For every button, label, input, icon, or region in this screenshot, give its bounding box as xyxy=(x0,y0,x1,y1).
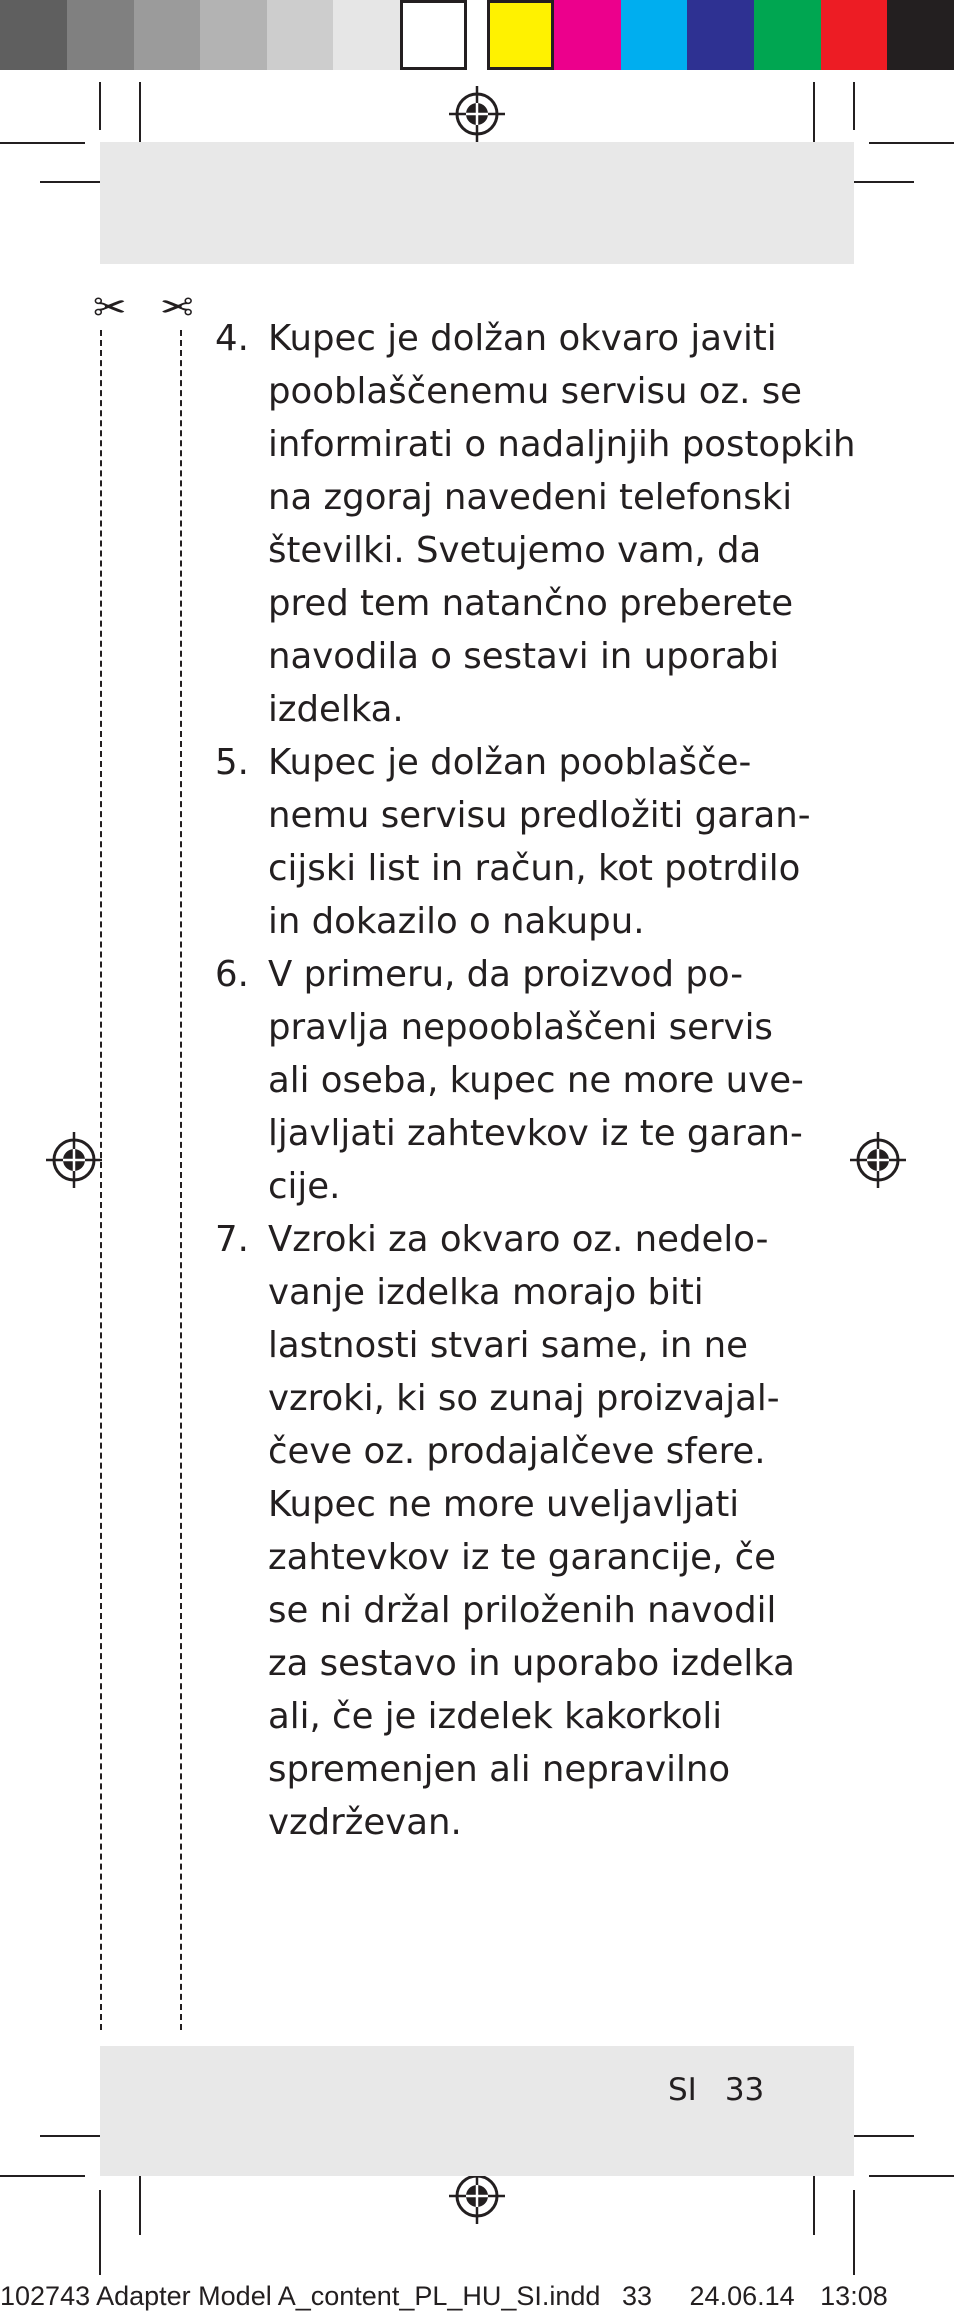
text-line: pravlja nepooblaščeni servis xyxy=(268,1007,773,1048)
crop-mark-bottom-right-h2 xyxy=(869,2175,954,2177)
page-folio xyxy=(668,2070,764,2110)
header-band xyxy=(100,142,854,264)
swatch-gray-6 xyxy=(333,0,400,70)
registration-mark-bottom-icon xyxy=(449,2168,505,2224)
text-line: spremenjen ali nepravilno xyxy=(268,1749,731,1790)
list-item-number: 5. xyxy=(215,742,249,783)
text-line: zahtevkov iz te garancije, če xyxy=(268,1537,776,1578)
text-line: navodila o sestavi in uporabi xyxy=(268,636,780,677)
registration-mark-right-icon xyxy=(850,1132,906,1188)
swatch-white xyxy=(400,0,467,70)
crop-mark-bottom-right-v2 xyxy=(853,2190,855,2275)
footer-band xyxy=(100,2046,854,2176)
text-line: lastnosti stvari same, in ne xyxy=(268,1325,748,1366)
text-line: se ni držal priloženih navodil xyxy=(268,1590,777,1631)
swatch-yellow xyxy=(487,0,554,70)
swatch-gray-1 xyxy=(0,0,67,70)
text-line: informirati o nadaljnjih postopkih xyxy=(268,424,856,465)
text-line: Kupec ne more uveljavljati xyxy=(268,1484,740,1525)
slug-page: 33 xyxy=(621,2281,653,2311)
swatch-blue xyxy=(687,0,754,70)
text-line: vzroki, ki so zunaj proizvajal- xyxy=(268,1378,780,1419)
crop-mark-top-right-h1 xyxy=(869,142,954,144)
list-item-number: 6. xyxy=(215,954,249,995)
scissors-left-icon: ✂ xyxy=(93,285,127,331)
swatch-cyan xyxy=(621,0,687,70)
warranty-conditions-list xyxy=(215,312,856,1849)
swatch-gray-2 xyxy=(67,0,134,70)
text-line: in dokazilo o nakupu. xyxy=(268,901,645,942)
text-line: za sestavo in uporabo izdelka xyxy=(268,1643,795,1684)
text-line: izdelka. xyxy=(268,689,404,730)
swatch-red xyxy=(821,0,887,70)
slug-date: 24.06.14 xyxy=(689,2281,795,2311)
print-slug xyxy=(0,2279,888,2313)
text-line: cijski list in račun, kot potrdilo xyxy=(268,848,801,889)
swatch-magenta xyxy=(554,0,621,70)
page-number: 33 xyxy=(724,2072,765,2108)
language-code: SI xyxy=(668,2072,697,2108)
list-item-number: 4. xyxy=(215,318,249,359)
swatch-gray-5 xyxy=(267,0,333,70)
swatch-gray-4 xyxy=(200,0,267,70)
swatch-black xyxy=(887,0,954,70)
crop-mark-top-right-v2 xyxy=(853,82,855,130)
slug-time: 13:08 xyxy=(820,2281,888,2311)
text-line: vanje izdelka morajo biti xyxy=(268,1272,704,1313)
list-item-text xyxy=(268,312,856,736)
swatch-gray-3 xyxy=(134,0,200,70)
list-item xyxy=(215,736,811,948)
swatch-green xyxy=(754,0,821,70)
crop-mark-bottom-left-h2 xyxy=(0,2175,85,2177)
crop-mark-top-left-h1 xyxy=(0,142,85,144)
list-item-text xyxy=(268,948,804,1213)
text-line: na zgoraj navedeni telefonski xyxy=(268,477,793,518)
text-line: Kupec je dolžan okvaro javiti xyxy=(268,318,777,359)
cut-line-left xyxy=(100,330,102,2030)
text-line: ali oseba, kupec ne more uve- xyxy=(268,1060,804,1101)
list-item-text xyxy=(268,736,811,948)
list-item xyxy=(215,1213,795,1849)
text-line: ali, če je izdelek kakorkoli xyxy=(268,1696,723,1737)
registration-mark-top-icon xyxy=(449,86,505,142)
text-line: vzdrževan. xyxy=(268,1802,462,1843)
text-line: nemu servisu predložiti garan- xyxy=(268,795,811,836)
list-item-text xyxy=(268,1213,795,1849)
text-line: številki. Svetujemo vam, da xyxy=(268,530,762,571)
text-line: V primeru, da proizvod po- xyxy=(268,954,744,995)
text-line: cije. xyxy=(268,1166,341,1207)
color-calibration-bar xyxy=(0,0,954,70)
text-line: Vzroki za okvaro oz. nedelo- xyxy=(268,1219,769,1260)
text-line: pred tem natančno preberete xyxy=(268,583,794,624)
list-item-number: 7. xyxy=(215,1219,249,1260)
list-item xyxy=(215,948,804,1213)
text-line: pooblaščenemu servisu oz. se xyxy=(268,371,803,412)
cut-line-right xyxy=(180,330,182,2030)
scissors-right-icon: ✂ xyxy=(160,285,194,331)
crop-mark-bottom-left-v1 xyxy=(99,2190,101,2275)
text-line: čeve oz. prodajalčeve sfere. xyxy=(268,1431,766,1472)
text-line: Kupec je dolžan pooblašče- xyxy=(268,742,752,783)
crop-mark-top-left-v1 xyxy=(99,82,101,130)
list-item xyxy=(215,312,856,736)
text-line: ljavljati zahtevkov iz te garan- xyxy=(268,1113,803,1154)
registration-mark-left-icon xyxy=(46,1132,102,1188)
slug-filename: 102743 Adapter Model A_content_PL_HU_SI.indd xyxy=(0,2281,601,2311)
